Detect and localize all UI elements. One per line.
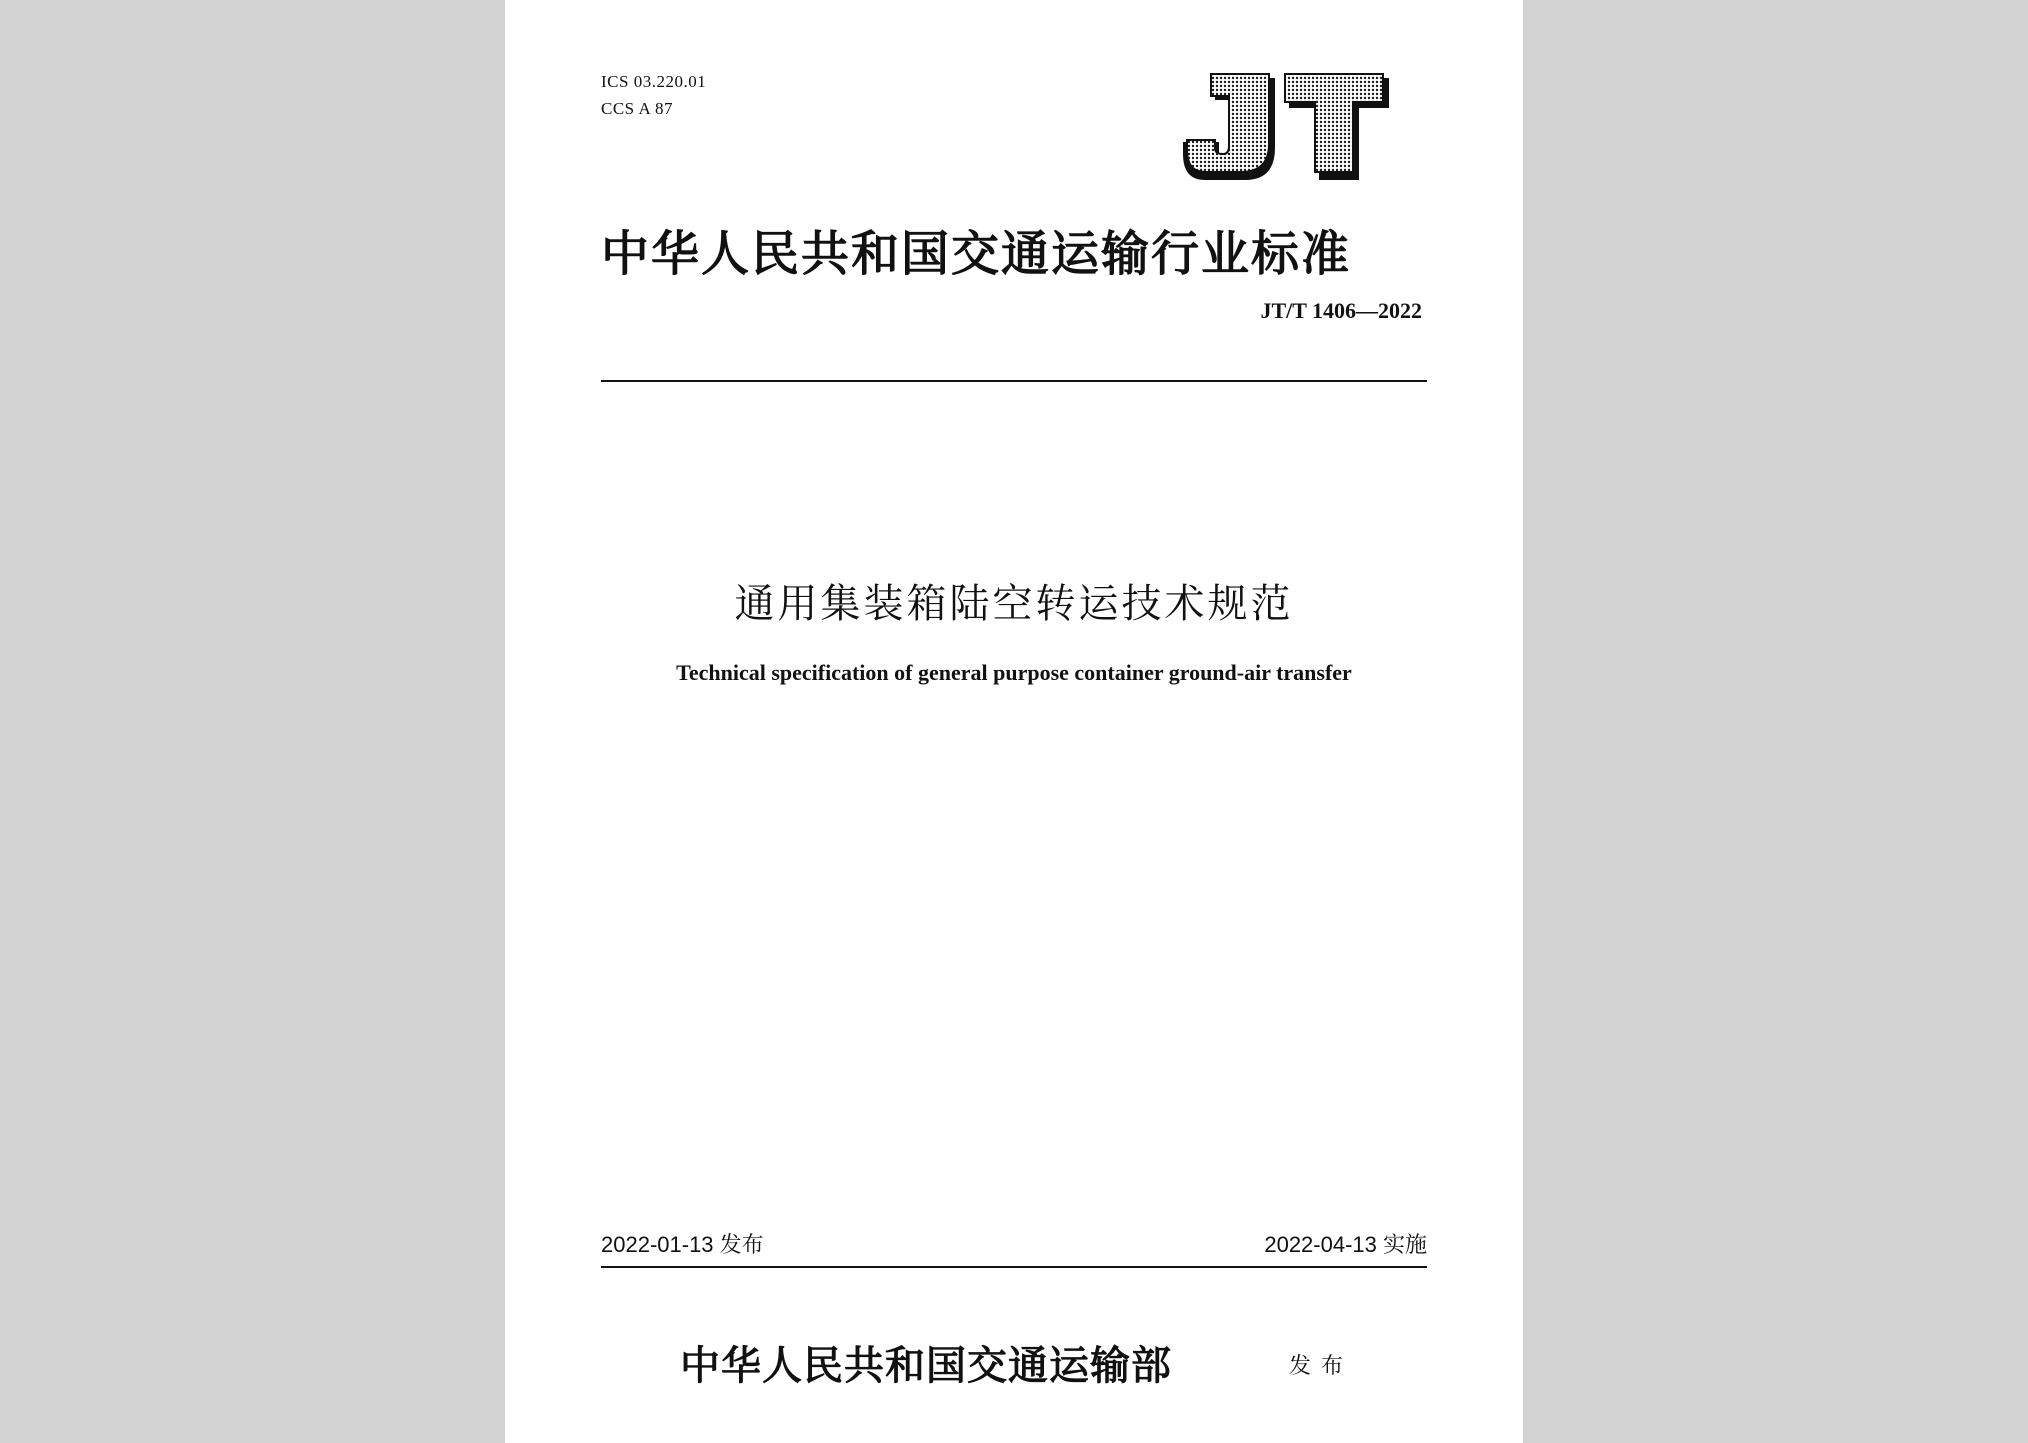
ics-code: ICS 03.220.01 bbox=[601, 72, 707, 91]
ccs-code: CCS A 87 bbox=[601, 99, 674, 118]
classification-codes bbox=[601, 68, 706, 122]
effective-date: 2022-04-13 实施 bbox=[1264, 1232, 1427, 1257]
standard-category-title: 中华人民共和国交通运输行业标准 bbox=[601, 226, 1352, 282]
document-title-cn: 通用集装箱陆空转运技术规范 bbox=[734, 581, 1294, 627]
document-page bbox=[505, 0, 1523, 1443]
issue-date: 2022-01-13 发布 bbox=[601, 1232, 764, 1257]
document-title-en: Technical specification of general purpose container ground-air transfer bbox=[676, 660, 1352, 685]
header-divider bbox=[601, 380, 1427, 382]
footer-divider bbox=[601, 1266, 1427, 1268]
standard-number: JT/T 1406—2022 bbox=[1260, 298, 1422, 323]
issuing-authority: 中华人民共和国交通运输部 bbox=[680, 1343, 1172, 1389]
issuer-label: 发布 bbox=[1289, 1354, 1354, 1379]
jt-logo bbox=[1175, 68, 1395, 188]
